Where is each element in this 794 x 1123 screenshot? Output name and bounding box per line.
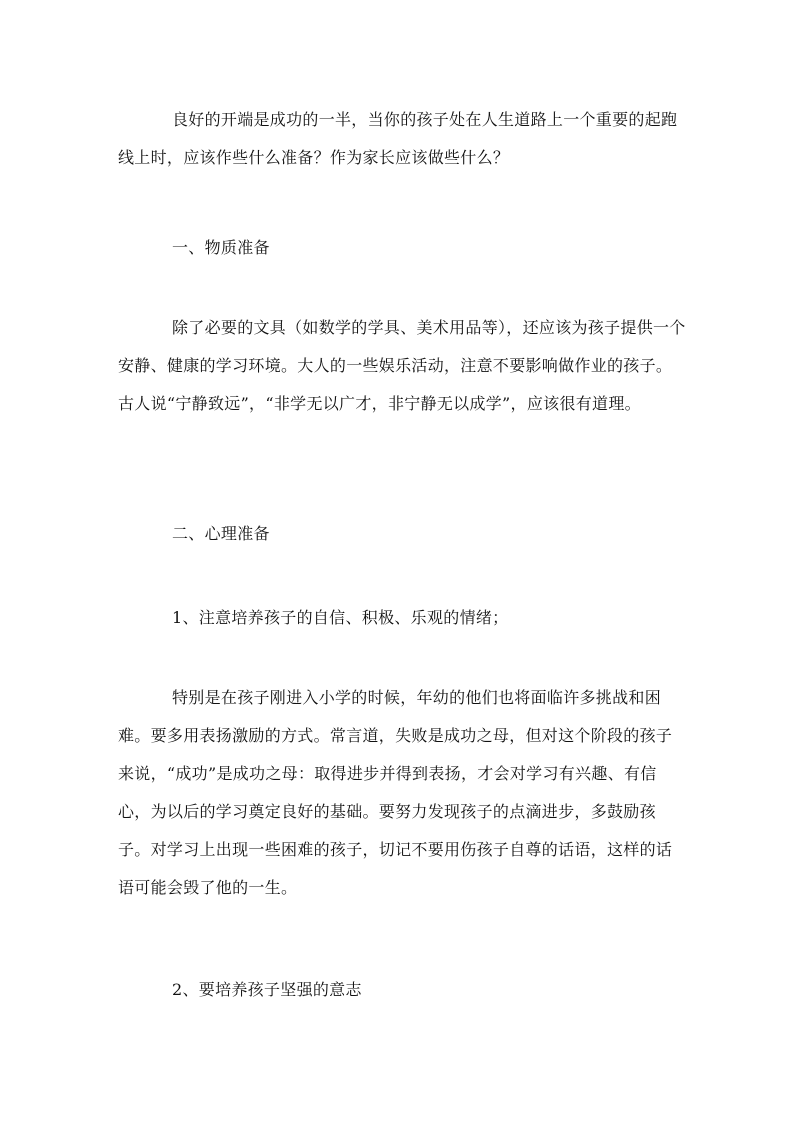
item-heading-confidence: 1、注意培养孩子的自信、积极、乐观的情绪； bbox=[172, 608, 509, 627]
material-paragraph: 除了必要的文具（如数学的学具、美术用品等），还应该为孩子提供一个安静、健康的学习环境。大人的一些娱乐活动，注意不要影响做作业的孩子。古人说“宁静致远”，“非学无以广才，非宁静无以成学”，应该很有道理。 bbox=[118, 318, 686, 413]
confidence-paragraph: 特别是在孩子刚进入小学的时候，年幼的他们也将面临许多挑战和困难。要多用表扬激励的方式。常言道，失败是成功之母，但对这个阶段的孩子来说，“成功”是成功之母：取得进步并得到表扬，才会对学习有兴趣、有信心，为以后的学习奠定良好的基础。要努力发现孩子的点滴进步，多鼓励孩子。对学习上出现一些困难的孩子，切记不要用伤孩子自尊的话语，这样的话语可能会毁了他的一生。 bbox=[118, 688, 673, 897]
intro-paragraph: 良好的开端是成功的一半，当你的孩子处在人生道路上一个重要的起跑线上时，应该作些什么准备？作为家长应该做些什么？ bbox=[118, 110, 678, 167]
section-heading-material: 一、物质准备 bbox=[172, 238, 270, 257]
section-heading-psychological: 二、心理准备 bbox=[172, 524, 270, 543]
item-heading-willpower: 2、要培养孩子坚强的意志 bbox=[172, 980, 362, 999]
